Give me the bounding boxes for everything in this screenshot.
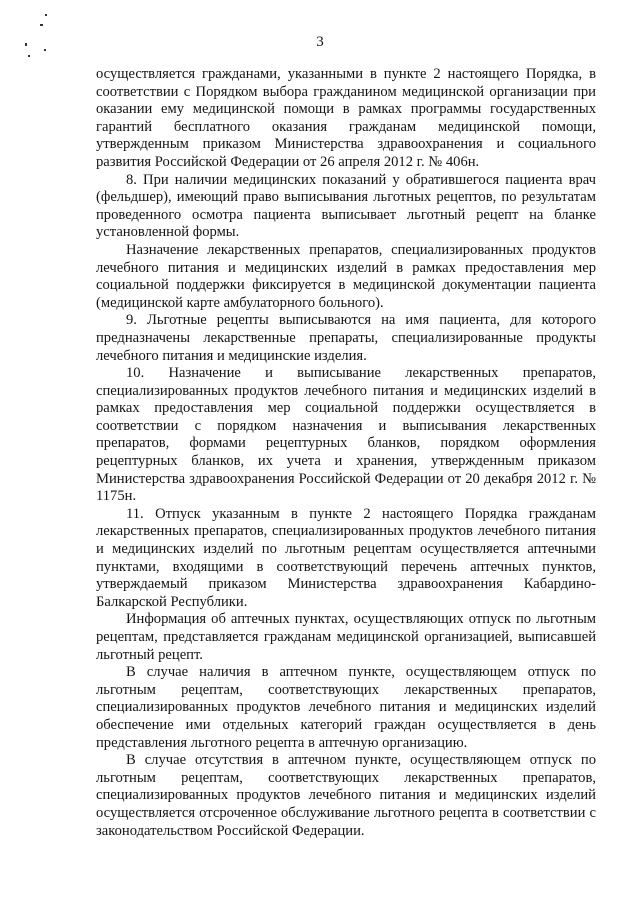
paragraph-prescription-fixation: Назначение лекарственных препаратов, специализированных продуктов лечебного питания и медицинских изделий в рамках предоставления мер социальной поддержки фиксируется в медицинской документации пациента (медицинской карте амбулаторного больного). [96, 241, 596, 311]
paragraph-item-11: 11. Отпуск указанным в пункте 2 настоящего Порядка гражданам лекарственных препаратов, специализированных продуктов лечебного питания и медицинских изделий по льготным рецептам осуществляется аптечными пунктами, входящими в соответствующий перечень аптечных пунктов, утверждаемый приказом Министерства здравоохранения Кабардино-Балкарской Республики. [96, 505, 596, 610]
document-body [96, 66, 596, 840]
paragraph-availability-case: В случае наличия в аптечном пункте, осуществляющем отпуск по льготным рецептам, соответствующих лекарственных препаратов, специализированных продуктов лечебного питания и медицинских изделий обеспечение ими отдельных категорий граждан осуществляется в день представления льготного рецепта в аптечную организацию. [96, 664, 596, 751]
paragraph-item-10: 10. Назначение и выписывание лекарственных препаратов, специализированных продуктов лечебного питания и медицинских изделий в рамках предоставления мер социальной поддержки осуществляется в соответствии с порядком назначения и выписывания лекарственных препаратов, формами рецептурных бланков, порядком оформления рецептурных бланков, их учета и хранения, утвержденным приказом Министерства здравоохранения Российской Федерации от 20 декабря 2012 г. № 1175н. [96, 365, 596, 505]
paragraph-item-8: 8. При наличии медицинских показаний у обратившегося пациента врач (фельдшер), имеющий право выписывания льготных рецептов, по результатам проведенного осмотра пациента выписывает льготный рецепт на бланке установленной формы. [96, 171, 596, 241]
scan-artifact-4 [28, 55, 30, 57]
scan-artifact-1 [45, 14, 47, 16]
paragraph-pharmacy-info: Информация об аптечных пунктах, осуществляющих отпуск по льготным рецептам, представляется гражданам медицинской организацией, выписавшей льготный рецепт. [96, 611, 596, 663]
scan-artifact-2 [40, 24, 43, 26]
paragraph-item-9: 9. Льготные рецепты выписываются на имя пациента, для которого предназначены лекарственные препараты, специализированные продукты лечебного питания и медицинские изделия. [96, 312, 596, 364]
paragraph-continuation: осуществляется гражданами, указанными в пункте 2 настоящего Порядка, в соответствии с Порядком выбора гражданином медицинской организации при оказании ему медицинской помощи в рамках программы государственных гарантий бесплатного оказания гражданам медицинской помощи, утвержденным приказом Министерства здравоохранения и социального развития Российской Федерации от 26 апреля 2012 г. № 406н. [96, 66, 596, 170]
paragraph-absence-case: В случае отсутствия в аптечном пункте, осуществляющем отпуск по льготным рецептам, соответствующих лекарственных препаратов, специализированных продуктов лечебного питания и медицинских изделий осуществляется отсроченное обслуживание льготного рецепта в соответствии с законодательством Российской Федерации. [96, 752, 596, 839]
page-number: 3 [316, 34, 324, 50]
